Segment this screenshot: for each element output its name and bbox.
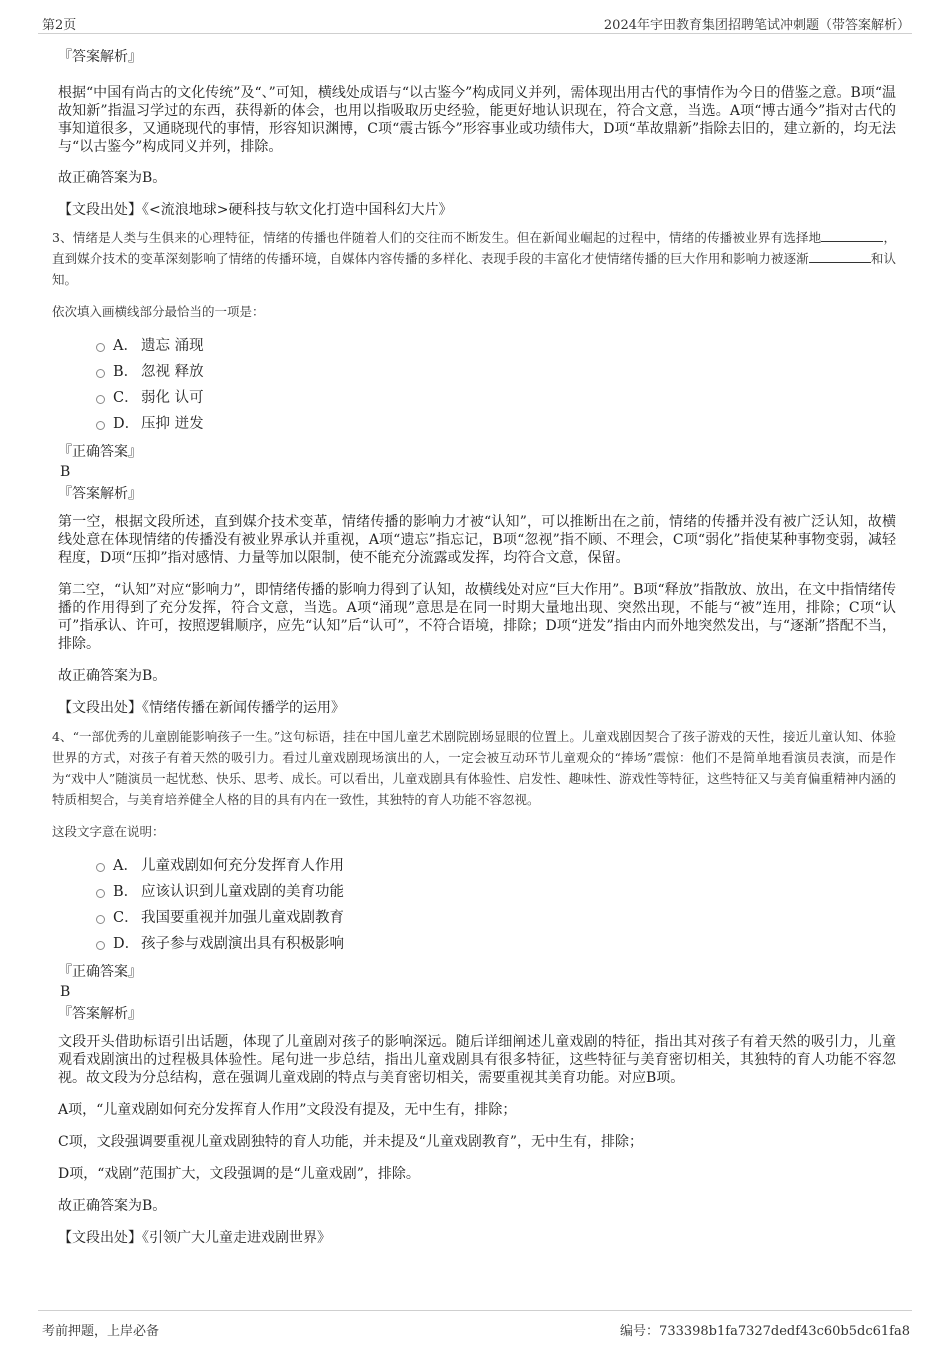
q3-analysis-2: 第二空，“认知”对应“影响力”，即情绪传播的影响力得到了认知，故横线处对应“巨大作用”。B项“释放”指散放、放出，在文中指情绪传播的作用得到了充分发挥，符合文意，当选。A项“涌现”意思是在同一时期大量地出现、突然出现，不能与“被”连用，排除；C项“认可”指承认、许可，按照逻辑顺序，应先“认知”后“认可”，不符合语境，排除；D项“迸发”指由内而外地突然发出，与“逐渐”搭配不当，排除。 <box>58 582 896 652</box>
q3-question: 3、情绪是人类与生俱来的心理特征，情绪的传播也伴随着人们的交往而不断发生。但在新闻业崛起的过程中，情绪的传播被业界有选择地 ，直到媒介技术的变革深刻影响了情绪的传播环境，自媒体内容传播的多样化、表现手段的丰富化才使情绪传播的巨大作用和影响力被逐渐 和认知。 <box>52 230 896 287</box>
q4-option-d[interactable]: D． 孩子参与戏剧演出具有积极影响 <box>96 931 896 957</box>
q3-blank-2 <box>809 250 871 263</box>
q4-option-a[interactable]: A． 儿童戏剧如何充分发挥育人作用 <box>96 853 896 879</box>
q3-options <box>96 333 896 437</box>
q4-analysis-1: 文段开头借助标语引出话题，体现了儿童剧对孩子的影响深远。随后详细阐述儿童戏剧的特征，指出其对孩子有着天然的吸引力，儿童观看戏剧演出的过程极具体验性。尾句进一步总结，指出儿童戏剧具有很多特征，这些特征与美育密切相关，其独特的育人功能不容忽视。故文段为分总结构，意在强调儿童戏剧的特点与美育密切相关，需要重视其美育功能。对应B项。 <box>58 1034 896 1086</box>
q2-analysis-label: 『答案解析』 <box>58 49 142 65</box>
q3-analysis-1: 第一空，根据文段所述，直到媒介技术变革，情绪传播的影响力才被“认知”，可以推断出在之前，情绪的传播并没有被广泛认知，故横线处意在体现情绪的传播没有被业界承认并重视，A项“遗忘”指忘记，B项“忽视”指不顾、不理会，C项“弱化”指使某种事物变弱，减轻程度，D项“压抑”指对感情、力量等加以限制，使不能充分流露或发挥，均符合文意，保留。 <box>58 514 896 566</box>
q4-option-b[interactable]: B． 应该认识到儿童戏剧的美育功能 <box>96 879 896 905</box>
document-title: 2024年宇田教育集团招聘笔试冲刺题（带答案解析） <box>603 18 910 33</box>
q3-blank-1 <box>821 229 883 242</box>
q3-option-d[interactable]: D． 压抑 迸发 <box>96 411 896 437</box>
page-footer <box>38 1310 912 1345</box>
q3-correct-label: 『正确答案』 <box>58 444 142 460</box>
document-id: 编号：733398b1fa7327dedf43c60b5dc61fa8 <box>620 1324 910 1339</box>
q3-option-a[interactable]: A． 遗忘 涌现 <box>96 333 896 359</box>
q3-option-c[interactable]: C． 弱化 认可 <box>96 385 896 411</box>
q2-source: 【文段出处】《<流浪地球>硬科技与软文化打造中国科幻大片》 <box>58 202 453 218</box>
footer-slogan: 考前押题，上岸必备 <box>42 1324 160 1339</box>
radio-icon[interactable] <box>96 369 105 378</box>
q2-conclusion: 故正确答案为B。 <box>58 170 167 186</box>
q4-options <box>96 853 896 957</box>
q3-conclusion: 故正确答案为B。 <box>58 668 167 684</box>
q4-analysis-2: A项，“儿童戏剧如何充分发挥育人作用”文段没有提及，无中生有，排除； <box>58 1102 517 1118</box>
radio-icon[interactable] <box>96 343 105 352</box>
q4-analysis-3: C项，文段强调要重视儿童戏剧独特的育人功能，并未提及“儿童戏剧教育”，无中生有，排除； <box>58 1134 644 1150</box>
radio-icon[interactable] <box>96 421 105 430</box>
q4-analysis-label: 『答案解析』 <box>58 1006 142 1022</box>
q4-stem: 这段文字意在说明： <box>52 824 165 839</box>
q3-analysis-label: 『答案解析』 <box>58 486 142 502</box>
page-content <box>52 40 896 1248</box>
radio-icon[interactable] <box>96 941 105 950</box>
page-number: 第2页 <box>42 18 77 33</box>
q2-analysis-text: 根据“中国有尚古的文化传统”及“、”可知，横线处成语与“以古鉴今”构成同义并列，需体现出用古代的事情作为今日的借鉴之意。B项“温故知新”指温习学过的东西，获得新的体会，也用以指吸取历史经验，能更好地认识现在，符合文意，当选。A项“博古通今”指对古代的事知道很多，又通晓现代的事情，形容知识渊博，C项“震古铄今”形容事业或功绩伟大，D项“革故鼎新”指除去旧的，建立新的，均无法与“以古鉴今”构成同义并列，排除。 <box>58 85 896 155</box>
q3-source: 【文段出处】《情绪传播在新闻传播学的运用》 <box>58 700 345 716</box>
q4-correct-label: 『正确答案』 <box>58 964 142 980</box>
q3-stem: 依次填入画横线部分最恰当的一项是： <box>52 304 265 319</box>
q4-conclusion: 故正确答案为B。 <box>58 1198 167 1214</box>
q4-question: 4、“一部优秀的儿童剧能影响孩子一生。”这句标语，挂在中国儿童艺术剧院剧场显眼的位置上。儿童戏剧因契合了孩子游戏的天性，接近儿童认知、体验世界的方式，对孩子有着天然的吸引力。看过儿童戏剧现场演出的人，一定会被互动环节儿童观众的“捧场”震惊：他们不是简单地看演员表演，而是作为“戏中人”随演员一起忧愁、快乐、思考、成长。可以看出，儿童戏剧具有体验性、启发性、趣味性、游戏性等特征，这些特征又与美育偏重精神内涵的特质相契合，与美育培养健全人格的目的具有内在一致性，其独特的育人功能不容忽视。 <box>52 729 896 807</box>
q3-option-b[interactable]: B． 忽视 释放 <box>96 359 896 385</box>
page-header <box>38 0 912 34</box>
radio-icon[interactable] <box>96 889 105 898</box>
q4-option-c[interactable]: C． 我国要重视并加强儿童戏剧教育 <box>96 905 896 931</box>
q4-source: 【文段出处】《引领广大儿童走进戏剧世界》 <box>58 1230 331 1246</box>
q4-analysis-4: D项，“戏剧”范围扩大，文段强调的是“儿童戏剧”，排除。 <box>58 1166 420 1182</box>
radio-icon[interactable] <box>96 915 105 924</box>
q3-answer: B <box>60 464 71 480</box>
radio-icon[interactable] <box>96 863 105 872</box>
q4-answer: B <box>60 984 71 1000</box>
radio-icon[interactable] <box>96 395 105 404</box>
